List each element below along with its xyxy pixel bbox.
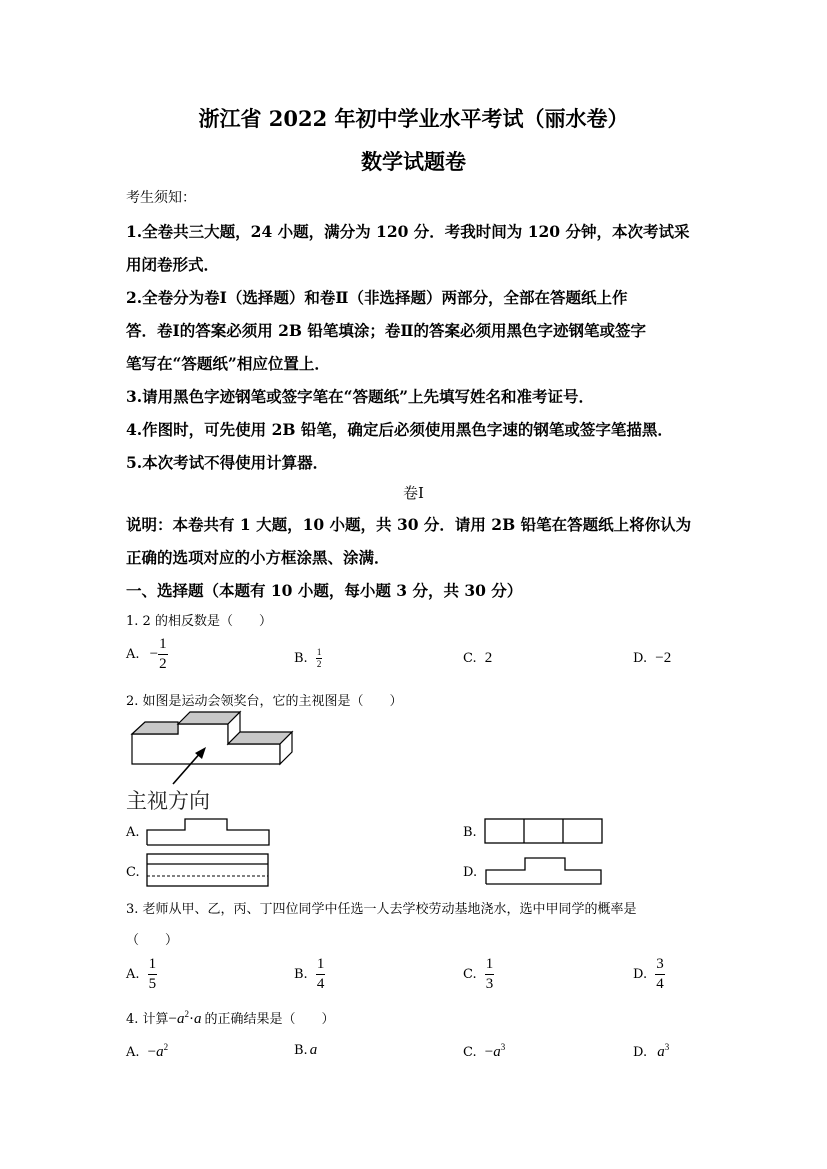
exam-title: 浙江省 2022 年初中学业水平考试（丽水卷） (198, 106, 629, 131)
q3-option-d[interactable] (633, 957, 665, 992)
section-desc: 正确的选项对应的小方框涂黑、涂满． (126, 548, 390, 567)
fraction: $\frac{1}{3}$ (485, 956, 494, 992)
expression: $-a^2\cdot a$ (168, 1009, 202, 1027)
option-label: A. (126, 1045, 140, 1060)
fraction: $\frac{1}{5}$ (148, 956, 157, 992)
exam-subtitle: 数学试题卷 (361, 149, 466, 174)
q2-option-c-figure[interactable] (146, 853, 271, 888)
option-label: C. (463, 651, 477, 666)
q2-option-b-figure[interactable] (484, 818, 604, 845)
q2-option-b-label[interactable]: B. (463, 825, 477, 840)
question-3-stem-cont: （ ） (126, 933, 179, 948)
fraction: $\frac{1}{4}$ (316, 956, 325, 992)
q2-option-d-figure[interactable] (485, 857, 605, 885)
option-expression: a (309, 1042, 318, 1058)
notice-heading: 考生须知： (126, 190, 196, 206)
option-label: B. (294, 967, 308, 982)
notice-line: 笔写在“答题纸”相应位置上． (126, 354, 330, 373)
q2-option-d-label[interactable]: D. (463, 865, 478, 880)
notice-line: 答．卷Ⅰ的答案必须用 2B 铅笔填涂；卷Ⅱ的答案必须用黑色字迹钢笔或签字 (126, 321, 646, 340)
q4-option-d[interactable] (633, 1042, 669, 1061)
stem-suffix: 的正确结果是（ ） (204, 1012, 335, 1027)
q2-option-a-figure[interactable] (146, 818, 271, 846)
notice-line: 5.本次考试不得使用计算器． (126, 453, 329, 472)
question-3-stem: 3. 老师从甲、乙，丙、丁四位同学中任选一人去学校劳动基地浇水，选中甲同学的概率是 (126, 902, 637, 917)
q4-option-b[interactable] (294, 1042, 317, 1059)
fraction: $\frac{3}{4}$ (656, 956, 664, 992)
q3-option-c[interactable] (463, 957, 494, 992)
q4-option-a[interactable] (126, 1042, 168, 1061)
q1-option-a[interactable] (126, 637, 168, 672)
q3-option-b[interactable] (294, 957, 325, 992)
arrow-icon (170, 747, 210, 787)
stem-prefix: 4. 计算 (126, 1012, 169, 1027)
option-expression: $a^3$ (657, 1042, 670, 1060)
section-desc: 说明：本卷共有 1 大题，10 小题，共 30 分．请用 2B 铅笔在答题纸上将你认为 (126, 515, 692, 534)
option-label: A. (126, 967, 140, 982)
q1-option-d[interactable] (633, 650, 671, 667)
section-title: 卷Ⅰ (403, 484, 424, 502)
q2-option-a-label[interactable]: A. (126, 825, 140, 840)
option-value: −2 (655, 650, 672, 666)
option-expression: $-a^2$ (147, 1042, 169, 1060)
option-label: D. (633, 651, 648, 666)
option-value: 2 (484, 650, 493, 666)
notice-line: 2.全卷分为卷Ⅰ（选择题）和卷Ⅱ（非选择题）两部分，全部在答题纸上作 (126, 288, 628, 307)
minus-sign: − (149, 646, 159, 662)
q1-option-c[interactable] (463, 650, 492, 667)
option-label: B. (294, 1043, 308, 1058)
notice-line: 用闭卷形式． (126, 255, 220, 274)
option-label: D. (633, 967, 648, 982)
podium-top-left (132, 722, 178, 734)
question-1-stem: 1. 2 的相反数是（ ） (126, 614, 272, 629)
question-4-stem (126, 1008, 335, 1028)
question-2-stem: 2. 如图是运动会领奖台，它的主视图是（ ） (126, 694, 403, 709)
notice-line: 4.作图时，可先使用 2B 铅笔，确定后必须使用黑色字速的钢笔或签字笔描黑． (126, 420, 673, 439)
q4-option-c[interactable] (463, 1042, 505, 1061)
view-direction-caption: 主视方向 (126, 789, 210, 813)
q3-option-a[interactable] (126, 957, 157, 992)
q2-option-c-label[interactable]: C. (126, 865, 140, 880)
option-label: C. (463, 1045, 477, 1060)
option-expression: $-a^3$ (484, 1042, 506, 1060)
option-label: A. (126, 647, 140, 662)
q1-option-b[interactable] (294, 648, 322, 669)
fraction: $\frac{1}{2}$ (159, 636, 167, 672)
podium-figure (130, 716, 295, 771)
part-title: 一、选择题（本题有 10 小题，每小题 3 分，共 30 分） (126, 581, 523, 600)
option-label: D. (633, 1045, 648, 1060)
notice-line: 3.请用黑色字迹钢笔或签字笔在“答题纸”上先填写姓名和准考证号． (126, 387, 595, 406)
option-label: C. (463, 967, 477, 982)
notice-line: 1.全卷共三大题，24 小题，满分为 120 分．考我时间为 120 分钟，本次考试采 (126, 222, 690, 241)
fraction: $\frac{1}{2}$ (316, 647, 322, 669)
option-label: B. (294, 651, 308, 666)
